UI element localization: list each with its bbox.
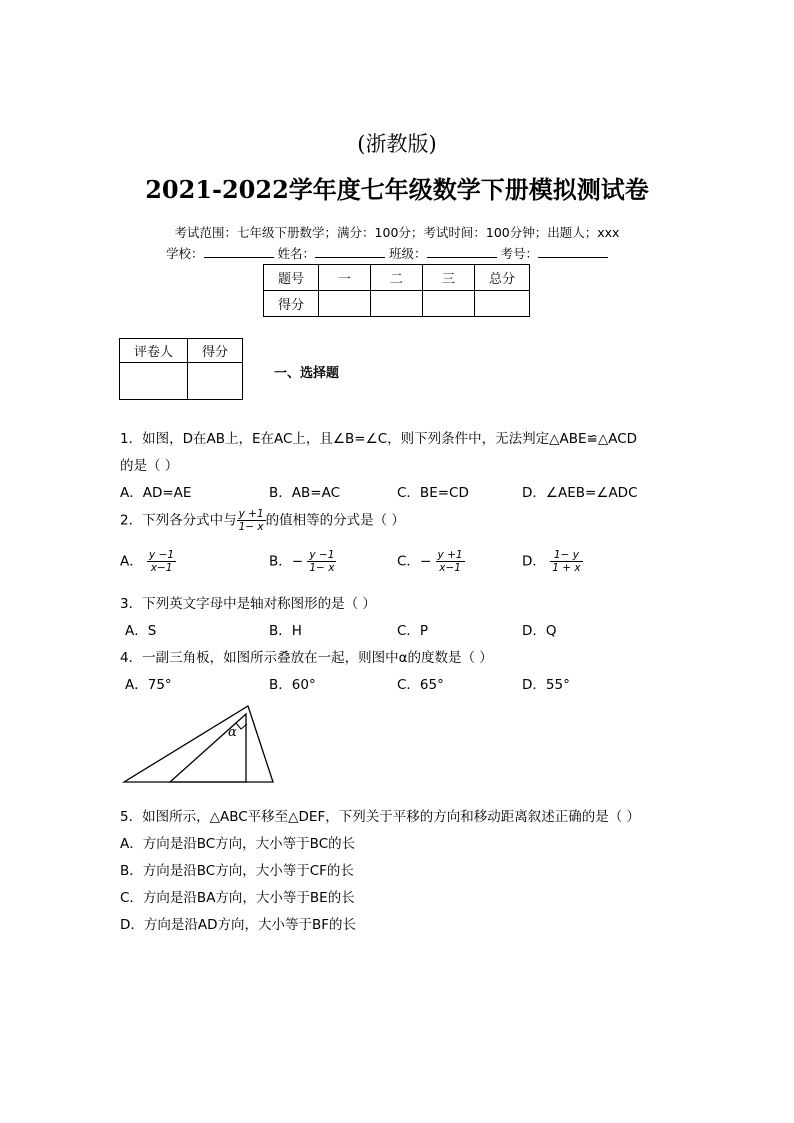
fraction-numerator: 1− y xyxy=(550,549,582,562)
question-1-line1: 1．如图，D在AB上，E在AC上，且∠B=∠C，则下列条件中，无法判定△ABE≌△ACD xyxy=(120,431,638,447)
fraction-denominator: 1− x xyxy=(238,521,264,533)
grader-table xyxy=(119,338,243,400)
score-header-cell: 题号 xyxy=(264,265,319,291)
score-header-cell: 三 xyxy=(423,265,475,291)
fraction-numerator: y +1 xyxy=(437,549,463,561)
score-table-header-row xyxy=(264,265,530,291)
question-2-suffix: 的值相等的分式是（ ） xyxy=(265,512,405,529)
edition-label: (浙教版) xyxy=(357,132,437,156)
option-fraction xyxy=(307,549,336,574)
score-row-label: 得分 xyxy=(264,291,319,317)
option-label: C． xyxy=(397,553,420,570)
option-label: B． xyxy=(269,553,292,570)
question-3-stem: 3．下列英文字母中是轴对称图形的是（ ） xyxy=(120,596,376,612)
option-label: D． xyxy=(522,553,546,570)
number-label: 考号： xyxy=(500,246,539,261)
option-fraction xyxy=(436,549,465,574)
question-1-option-a[interactable]: A．AD=AE xyxy=(120,485,192,501)
fraction-denominator: 1− x xyxy=(309,562,335,574)
score-cell[interactable] xyxy=(371,291,423,317)
question-3-option-c[interactable]: C．P xyxy=(397,623,429,639)
class-blank[interactable] xyxy=(427,245,497,258)
school-blank[interactable] xyxy=(204,245,274,258)
fraction-denominator: x−1 xyxy=(439,562,461,574)
question-5-option-c[interactable]: C．方向是沿BA方向，大小等于BE的长 xyxy=(120,890,355,906)
student-fields xyxy=(166,244,608,262)
fraction-numerator: y +1 xyxy=(238,508,264,520)
question-4-option-d[interactable]: D．55° xyxy=(522,677,570,693)
question-2-prefix: 2．下列各分式中与 xyxy=(120,512,237,529)
question-1-option-c[interactable]: C．BE=CD xyxy=(397,485,469,501)
question-5-option-b[interactable]: B．方向是沿BC方向，大小等于CF的长 xyxy=(120,863,354,879)
score-cell[interactable] xyxy=(319,291,371,317)
fraction-denominator: 1 + x xyxy=(552,562,581,574)
grader-cell[interactable] xyxy=(120,363,188,400)
score-header-cell: 总分 xyxy=(475,265,530,291)
question-3-option-b[interactable]: B．H xyxy=(269,623,302,639)
score-table xyxy=(263,264,530,317)
option-fraction xyxy=(147,549,176,574)
question-2-option-c[interactable] xyxy=(397,549,465,574)
question-2-option-a[interactable] xyxy=(120,549,176,574)
option-label: A． xyxy=(120,553,143,570)
grader-cell[interactable] xyxy=(188,363,243,400)
option-sign: − xyxy=(291,553,304,570)
question-4-option-b[interactable]: B．60° xyxy=(269,677,316,693)
grader-header-row xyxy=(120,339,243,363)
question-1-line2: 的是（ ） xyxy=(120,458,179,474)
question-3-option-d[interactable]: D．Q xyxy=(522,623,557,639)
exam-info-line: 考试范围：七年级下册数学；满分：100分；考试时间：100分钟；出题人；xxx xyxy=(174,225,620,240)
score-table-score-row xyxy=(264,291,530,317)
fraction-denominator: x−1 xyxy=(150,562,173,574)
question-3-option-a[interactable]: A．S xyxy=(125,623,157,639)
large-triangle xyxy=(124,706,273,782)
question-1-option-d[interactable]: D．∠AEB=∠ADC xyxy=(522,485,638,501)
name-blank[interactable] xyxy=(315,245,385,258)
question-2-option-d[interactable] xyxy=(522,549,583,574)
school-label: 学校： xyxy=(166,246,204,261)
page-title: 2021-2022学年度七年级数学下册模拟测试卷 xyxy=(145,175,649,204)
score-header-cell: 二 xyxy=(371,265,423,291)
number-blank[interactable] xyxy=(538,245,608,258)
name-label: 姓名： xyxy=(277,246,316,261)
question-4-option-a[interactable]: A．75° xyxy=(125,677,172,693)
triangle-figure xyxy=(118,700,280,788)
score-cell[interactable] xyxy=(423,291,475,317)
class-label: 班级： xyxy=(389,246,427,261)
question-2-stem xyxy=(120,508,405,533)
option-fraction xyxy=(550,549,582,574)
section-title: 一、选择题 xyxy=(274,366,340,381)
alpha-label: α xyxy=(228,725,237,740)
score-header-cell: 一 xyxy=(319,265,371,291)
grader-header-cell: 评卷人 xyxy=(120,339,188,363)
question-5-option-a[interactable]: A．方向是沿BC方向，大小等于BC的长 xyxy=(120,836,356,852)
grader-header-cell: 得分 xyxy=(188,339,243,363)
question-4-stem: 4．一副三角板，如图所示叠放在一起，则图中α的度数是（ ） xyxy=(120,650,493,666)
fraction-numerator: y −1 xyxy=(149,549,175,561)
question-1-option-b[interactable]: B．AB=AC xyxy=(269,485,340,501)
question-4-option-c[interactable]: C．65° xyxy=(397,677,444,693)
grader-input-row xyxy=(120,363,243,400)
option-sign: − xyxy=(419,553,432,570)
score-cell[interactable] xyxy=(475,291,530,317)
question-5-stem: 5．如图所示，△ABC平移至△DEF，下列关于平移的方向和移动距离叙述正确的是（ ） xyxy=(120,809,641,825)
fraction-numerator: y −1 xyxy=(309,549,335,561)
question-2-fraction xyxy=(237,508,266,533)
question-5-option-d[interactable]: D．方向是沿AD方向，大小等于BF的长 xyxy=(120,917,357,933)
question-2-option-b[interactable] xyxy=(269,549,336,574)
